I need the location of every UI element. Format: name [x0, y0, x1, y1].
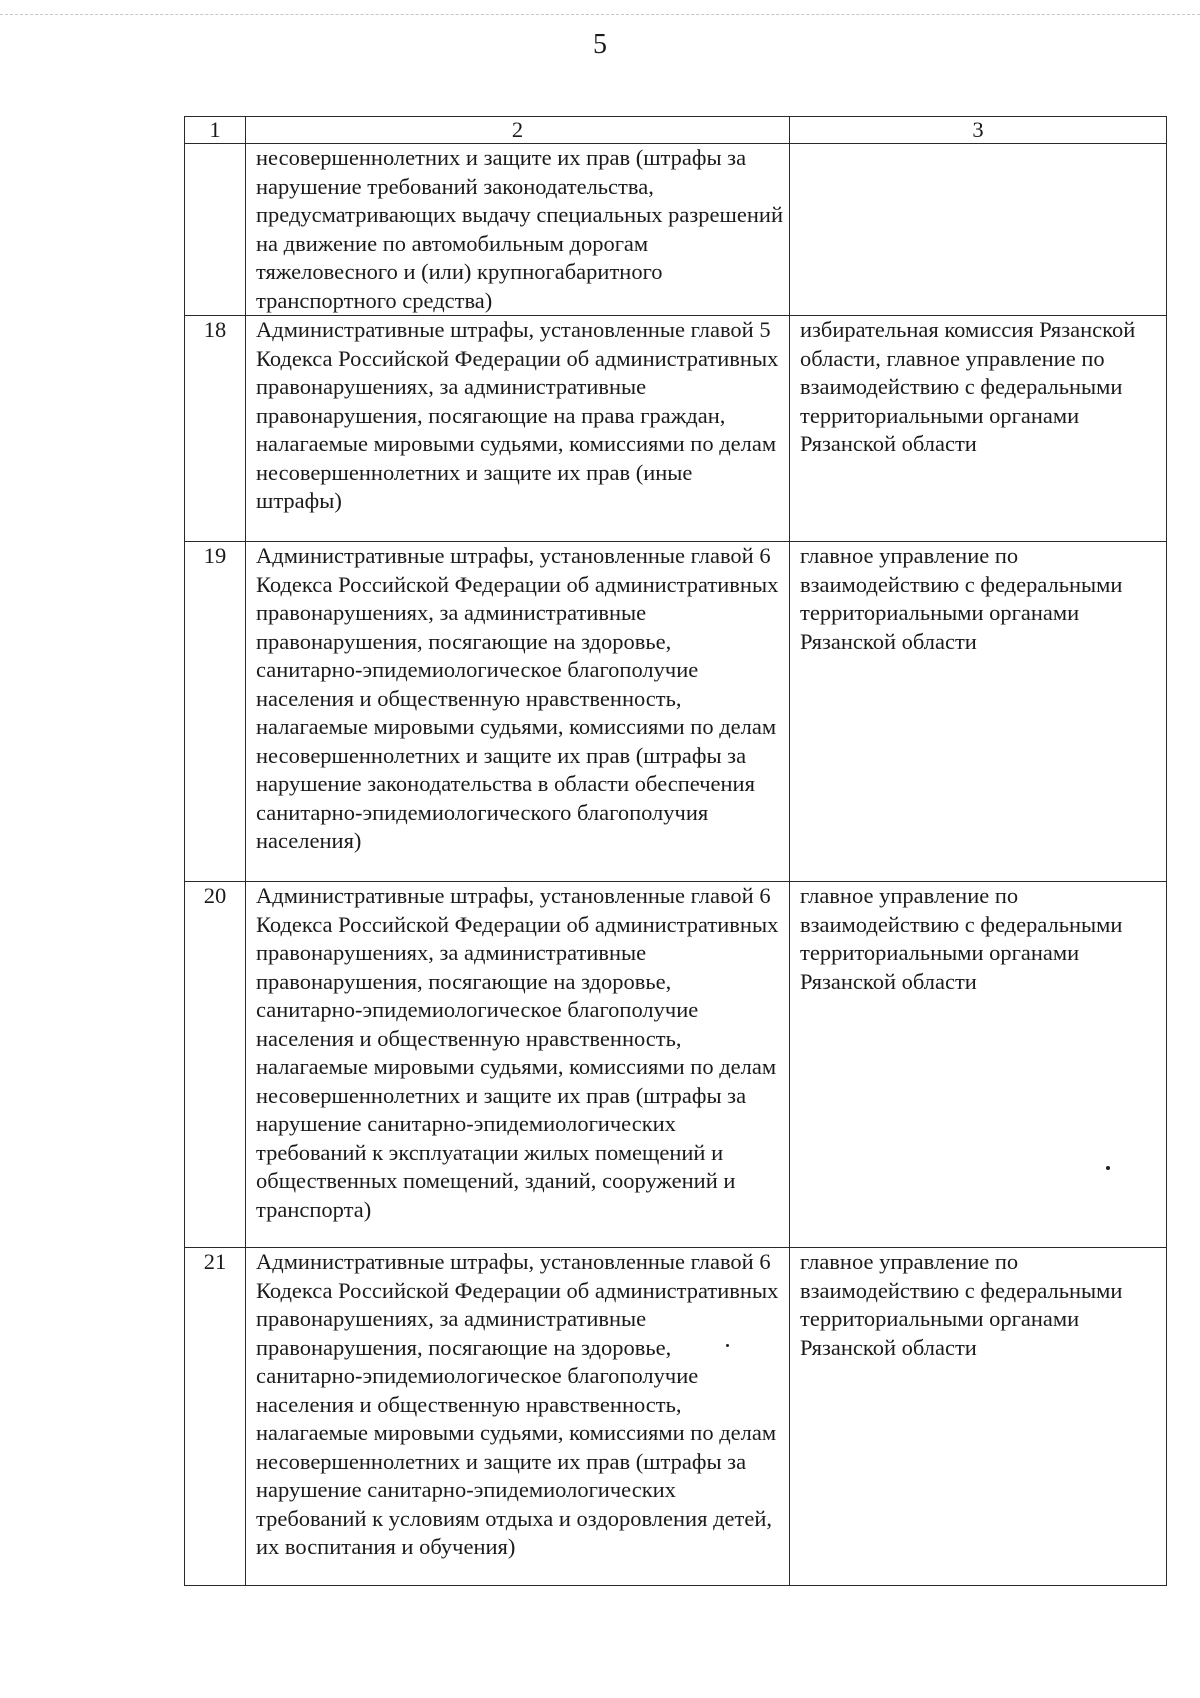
table-row [185, 144, 1167, 316]
row-number: 18 [185, 316, 246, 542]
table-row [185, 316, 1167, 542]
row-number: 20 [185, 882, 246, 1248]
row-number [185, 144, 246, 316]
row-authority: главное управление по взаимодействию с федеральными территориальными органами Рязанской области [790, 882, 1167, 1248]
row-number: 21 [185, 1248, 246, 1586]
row-authority: главное управление по взаимодействию с федеральными территориальными органами Рязанской области [790, 542, 1167, 882]
row-description-text: Административные штрафы, установленные главой 6 Кодекса Российской Федерации об административных правонарушениях, за административные правонарушения, посягающие на здоровье, санитарно-эпидемиологическое благополучие населения и общественную нравственность, налагаемые мировыми судьями, комиссиями по делам несовершеннолетних и защите их прав (штрафы за нарушение санитарно-эпидемиологических требований к эксплуатации жилых помещений и общественных помещений, зданий, сооружений и транспорта) [256, 883, 779, 1222]
scan-speck [1106, 1166, 1110, 1170]
row-description [246, 144, 790, 316]
header-col-1: 1 [185, 117, 246, 144]
fines-table [184, 116, 1167, 1586]
table-row [185, 542, 1167, 882]
page-number: 5 [593, 29, 607, 60]
row-description [246, 542, 790, 882]
header-col-3: 3 [790, 117, 1167, 144]
row-authority [790, 144, 1167, 316]
row-description [246, 316, 790, 542]
row-description-text: Административные штрафы, установленные главой 6 Кодекса Российской Федерации об административных правонарушениях, за административные правонарушения, посягающие на здоровье, санитарно-эпидемиологическое благополучие населения и общественную нравственность, налагаемые мировыми судьями, комиссиями по делам несовершеннолетних и защите их прав (штрафы за нарушение санитарно-эпидемиологических требований к условиям отдыха и оздоровления детей, их воспитания и обучения) [256, 1249, 779, 1559]
row-description [246, 1248, 790, 1586]
row-description [246, 882, 790, 1248]
row-authority: избирательная комиссия Рязанской области, главное управление по взаимодействию с федеральными территориальными органами Рязанской области [790, 316, 1167, 542]
table-row [185, 1248, 1167, 1586]
table-row [185, 882, 1167, 1248]
row-number: 19 [185, 542, 246, 882]
row-authority: главное управление по взаимодействию с федеральными территориальными органами Рязанской области [790, 1248, 1167, 1586]
row-description-text: Административные штрафы, установленные главой 6 Кодекса Российской Федерации об административных правонарушениях, за административные правонарушения, посягающие на здоровье, санитарно-эпидемиологическое благополучие населения и общественную нравственность, налагаемые мировыми судьями, комиссиями по делам несовершеннолетних и защите их прав (штрафы за нарушение законодательства в области обеспечения санитарно-эпидемиологического благополучия населения) [256, 543, 779, 853]
row-description-text: Административные штрафы, установленные главой 5 Кодекса Российской Федерации об административных правонарушениях, за административные правонарушения, посягающие на права граждан, налагаемые мировыми судьями, комиссиями по делам несовершеннолетних и защите их прав (иные штрафы) [256, 317, 779, 513]
scan-speck [726, 1344, 729, 1347]
table-header-row [185, 117, 1167, 144]
row-description-text: несовершеннолетних и защите их прав (штрафы за нарушение требований законодательства, предусматривающих выдачу специальных разрешений на движение по автомобильным дорогам тяжеловесного и (или) крупногабаритного транспортного средства) [256, 145, 783, 313]
scan-edge-artifact [0, 14, 1200, 21]
header-col-2: 2 [246, 117, 790, 144]
